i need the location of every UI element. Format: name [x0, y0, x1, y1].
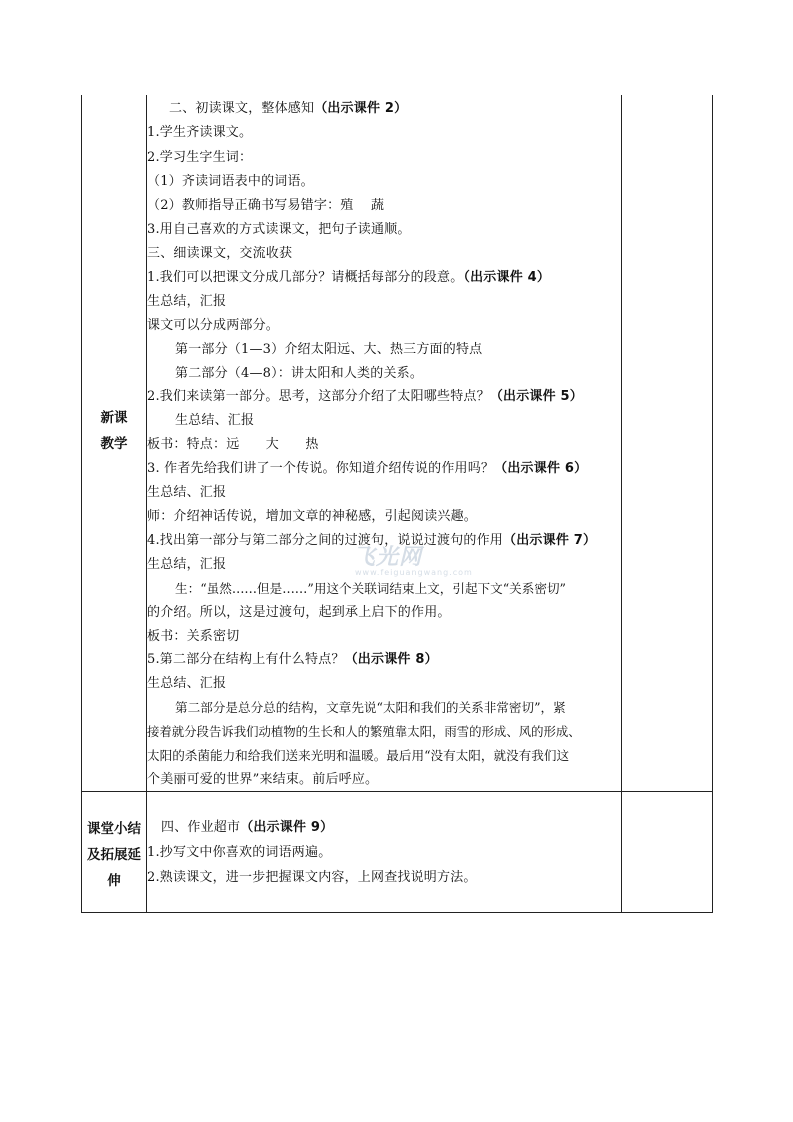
section-label-line: 伸 — [107, 873, 121, 889]
content-line: 2.熟读课文，进一步把握课文内容，上网查找说明方法。 — [147, 870, 477, 885]
heading-first-reading — [147, 101, 643, 117]
section-label-summary — [82, 816, 146, 894]
content-line: 第二部分（4—8）：讲太阳和人类的关系。 — [175, 366, 424, 381]
courseware-ref: （出示课件 7） — [503, 533, 597, 548]
content-line — [147, 533, 621, 549]
content-line: 2.学习生字生词： — [147, 150, 253, 165]
heading-homework — [147, 820, 635, 836]
line-text: 2.我们来读第一部分。思考，这部分介绍了太阳哪些特点？ — [147, 389, 490, 404]
section-label-line: 新课 — [100, 410, 128, 426]
section-label-line: 教学 — [100, 436, 128, 452]
content-line: 第一部分（1—3）介绍太阳远、大、热三方面的特点 — [175, 342, 483, 357]
courseware-ref: （出示课件 6） — [494, 461, 588, 476]
content-line: 3.用自己喜欢的方式读课文，把句子读通顺。 — [147, 222, 411, 237]
content-line: 生总结、汇报 — [147, 676, 227, 691]
content-line: 生总结，汇报 — [147, 557, 227, 572]
courseware-ref: （出示课件 4） — [463, 270, 551, 285]
section-label-line: 及拓展延 — [87, 847, 141, 863]
content-line: 太阳的杀菌能力和给我们送来光明和温暖。最后用“没有太阳，就没有我们这 — [147, 748, 570, 763]
line-text: 1.我们可以把课文分成几部分？请概括每部分的段意。 — [147, 270, 464, 285]
table-row-divider — [81, 791, 713, 792]
content-line: 的介绍。所以，这是过渡句，起到承上启下的作用。 — [147, 605, 451, 620]
content-line: 师：介绍神话传说，增加文章的神秘感，引起阅读兴趣。 — [147, 509, 478, 524]
line-text: 4.找出第一部分与第二部分之间的过渡句，说说过渡句的作用 — [147, 533, 504, 548]
content-line — [147, 461, 621, 477]
table-border-bottom — [81, 912, 713, 913]
line-text: 四、作业超市 — [161, 820, 241, 835]
watermark-text: 飞光网 — [353, 545, 423, 570]
content-line: 1.学生齐读课文。 — [147, 125, 253, 140]
content-line: 个美丽可爱的世界”来结束。前后呼应。 — [147, 772, 379, 787]
content-line: 生：“虽然……但是……”用这个关联词结束上文，引起下文“关系密切” — [175, 581, 566, 596]
content-line: （2）教师指导正确书写易错字：殖 蔬 — [147, 198, 385, 213]
content-line: 生总结、汇报 — [147, 485, 227, 500]
watermark-url: www.feiguangwang.com — [355, 568, 473, 577]
section-label-line: 课堂小结 — [87, 821, 141, 837]
content-line: （1）齐读词语表中的词语。 — [147, 174, 314, 189]
heading-close-reading: 三、细读课文，交流收获 — [147, 246, 293, 261]
content-line: 第二部分是总分总的结构，文章先说“太阳和我们的关系非常密切”，紧 — [175, 700, 566, 715]
content-line — [147, 270, 621, 286]
line-text: 二、初读课文，整体感知 — [169, 101, 315, 116]
content-line: 生总结、汇报 — [175, 413, 255, 428]
content-line: 1.抄写文中你喜欢的词语两遍。 — [147, 845, 332, 860]
line-text: 5.第二部分在结构上有什么特点？ — [147, 652, 345, 667]
content-line: 板书：关系密切 — [147, 629, 240, 644]
line-text: 3. 作者先给我们讲了一个传说。你知道介绍传说的作用吗？ — [147, 461, 495, 476]
courseware-ref: （出示课件 5） — [489, 389, 583, 404]
courseware-ref: （出示课件 9） — [240, 820, 334, 835]
courseware-ref: （出示课件 2） — [314, 101, 408, 116]
content-line: 板书：特点：远 大 热 — [147, 437, 319, 452]
content-line — [147, 389, 621, 405]
content-line: 课文可以分成两部分。 — [147, 318, 280, 333]
content-line: 接着就分段告诉我们动植物的生长和人的繁殖靠太阳，雨雪的形成、风的形成、 — [147, 724, 581, 739]
courseware-ref: （出示课件 8） — [344, 652, 438, 667]
content-line — [147, 652, 621, 668]
section-label-new-lesson — [82, 405, 146, 457]
content-line: 生总结，汇报 — [147, 294, 227, 309]
